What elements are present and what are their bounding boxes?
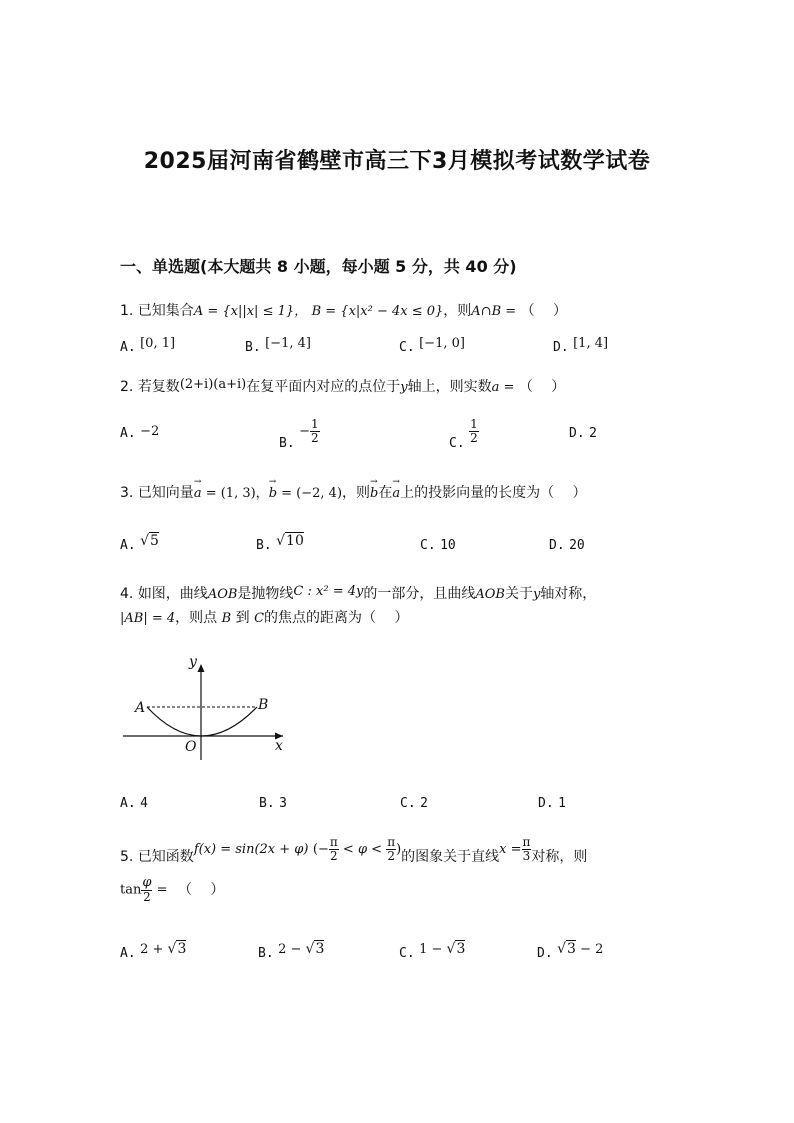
numerator: π <box>522 835 531 849</box>
option-value: 20 <box>569 538 585 553</box>
option-value: [−1, 0] <box>419 336 465 351</box>
parabola-figure <box>115 650 295 765</box>
answer-paren: （ ） <box>518 379 566 395</box>
question-text: 若复数 <box>137 379 180 395</box>
question-text: ，则 <box>443 303 472 319</box>
fraction <box>522 836 532 862</box>
label-b: B <box>258 697 269 713</box>
sqrt-expr: √3 <box>305 941 325 957</box>
question-text: ，则 <box>342 485 371 501</box>
q3-option-a[interactable] <box>120 533 159 553</box>
question-text: 已知函数 <box>137 849 194 866</box>
curve-name: AOB <box>475 587 505 602</box>
condition-mid: < φ < <box>338 842 387 858</box>
vector-b: → b <box>269 486 277 501</box>
option-label: B. <box>259 796 275 811</box>
condition-open: (− <box>312 842 329 858</box>
denominator: 2 <box>387 848 395 863</box>
q4-option-d[interactable] <box>538 795 566 811</box>
set-a: A = {x||x| ≤ 1}， <box>193 304 308 319</box>
fraction <box>329 836 339 862</box>
q1-option-c[interactable] <box>399 336 465 355</box>
ab-length: |AB| = 4 <box>120 611 176 626</box>
function-expr: f(x) = sin(2x + φ) <box>193 842 309 858</box>
question-text: 对称，则 <box>531 849 588 866</box>
option-label: C. <box>449 436 465 452</box>
set-b: B = {x|x² − 4x ≤ 0} <box>311 304 444 319</box>
fraction <box>386 836 396 862</box>
option-sign: − <box>299 424 311 440</box>
label-a: A <box>135 700 146 716</box>
question-text: 已知集合 <box>137 303 194 319</box>
option-label: D. <box>537 946 553 961</box>
denominator: 2 <box>311 430 319 445</box>
vector-b-value: = (−2, 4) <box>277 486 343 501</box>
option-label: D. <box>569 426 585 441</box>
sqrt-expr: √5 <box>140 533 159 549</box>
complex-expr: (2+i)(a+i) <box>179 377 247 392</box>
question-4-line-2 <box>120 607 408 627</box>
question-text: 在复平面内对应的点位于 <box>246 379 401 395</box>
q4-option-b[interactable] <box>259 795 287 811</box>
numerator: π <box>329 835 338 849</box>
question-text: 关于 <box>504 586 533 602</box>
option-prefix: 2 + <box>140 942 168 957</box>
option-label: B. <box>279 436 295 452</box>
page-title: 2025届河南省鹤壁市高三下3月模拟考试数学试卷 <box>143 149 651 174</box>
vector-b: → b <box>370 486 378 501</box>
question-number: 3. <box>120 485 134 501</box>
question-text: 到 <box>235 610 250 626</box>
section-heading: 一、单选题(本大题共 8 小题，每小题 5 分，共 40 分) <box>120 257 517 276</box>
option-label: A. <box>120 340 136 355</box>
q1-option-b[interactable] <box>245 336 311 355</box>
sqrt-expr: √3 <box>446 941 466 957</box>
question-5-line-2 <box>120 876 224 903</box>
question-text: 的图象关于直线 <box>401 849 500 866</box>
numerator: 1 <box>311 417 319 431</box>
option-label: D. <box>538 796 554 811</box>
question-5-line-1 <box>120 835 588 866</box>
sqrt-expr: √3 <box>167 941 187 957</box>
option-prefix: 2 − <box>278 942 306 957</box>
intersection-expr: A∩B = <box>471 304 517 319</box>
option-value: −2 <box>140 424 160 439</box>
question-text: 上的投影向量的长度为（ ） <box>400 485 587 501</box>
radicand: 3 <box>567 941 576 957</box>
curve-c: C <box>254 611 265 626</box>
fraction <box>141 876 152 903</box>
label-origin: O <box>185 739 197 755</box>
q5-option-a[interactable] <box>120 941 187 961</box>
question-1 <box>120 300 567 320</box>
radicand: 10 <box>286 533 304 549</box>
q5-option-b[interactable] <box>258 941 325 961</box>
q2-option-c[interactable] <box>449 417 479 452</box>
numerator: π <box>387 835 396 849</box>
q4-option-c[interactable] <box>400 795 428 811</box>
option-value: [0, 1] <box>140 336 176 351</box>
option-label: B. <box>256 538 272 553</box>
radicand: 3 <box>177 941 187 957</box>
radicand: 3 <box>315 941 325 957</box>
answer-paren: （ ） <box>177 881 225 898</box>
q4-option-a[interactable] <box>120 795 148 811</box>
question-text: 的焦点的距离为（ ） <box>264 610 409 626</box>
option-label: C. <box>399 946 415 961</box>
point-b: B <box>221 611 232 626</box>
question-number: 2. <box>120 379 134 395</box>
option-label: A. <box>120 426 136 441</box>
condition-close: ) <box>396 842 402 858</box>
vector-a-value: = (1, 3)， <box>201 486 269 501</box>
y-axis-arrow-icon <box>198 664 205 672</box>
real-var: a = <box>491 380 515 395</box>
option-label: C. <box>399 340 415 355</box>
option-label: B. <box>258 946 274 961</box>
fraction <box>310 418 320 444</box>
fraction <box>469 418 479 444</box>
question-text: 轴对称， <box>540 586 597 602</box>
question-text: 已知向量 <box>137 485 194 501</box>
question-number: 4. <box>120 586 134 602</box>
question-4-line-1 <box>120 583 596 603</box>
label-x: x <box>275 738 283 754</box>
question-text: 在 <box>378 485 393 501</box>
question-text: 的一部分，且曲线 <box>363 586 476 602</box>
equals: = <box>152 882 168 898</box>
option-value: 4 <box>140 796 148 811</box>
option-value: [−1, 4] <box>265 336 311 351</box>
option-label: A. <box>120 946 136 961</box>
numerator: 1 <box>470 417 478 431</box>
sqrt-expr: √3 <box>557 941 576 957</box>
question-text: 是抛物线 <box>237 586 294 602</box>
question-3 <box>120 482 587 502</box>
q5-option-c[interactable] <box>399 941 466 961</box>
option-prefix: 1 − <box>419 942 447 957</box>
question-text: 轴上，则实数 <box>407 379 492 395</box>
q3-option-b[interactable] <box>256 533 304 553</box>
q3-option-c[interactable] <box>420 537 456 553</box>
question-text: ，则点 <box>175 610 218 626</box>
option-value: 10 <box>440 538 456 553</box>
option-value: 1 <box>558 796 566 811</box>
label-y: y <box>189 654 197 670</box>
denominator: 2 <box>330 848 338 863</box>
line-eq: x = <box>499 842 522 858</box>
q2-option-b[interactable] <box>279 417 320 452</box>
numerator: φ <box>142 875 152 890</box>
sqrt-expr: √10 <box>276 533 304 549</box>
axis-var: y <box>532 587 541 602</box>
q3-option-d[interactable] <box>549 537 585 553</box>
option-value: 2 <box>420 796 428 811</box>
q1-option-d[interactable] <box>553 336 609 355</box>
denominator: 2 <box>143 889 151 904</box>
option-label: C. <box>400 796 416 811</box>
parabola-eq: C : x² = 4y <box>293 584 364 599</box>
option-value: 3 <box>279 796 287 811</box>
curve-name: AOB <box>207 587 238 602</box>
denominator: 2 <box>470 430 478 445</box>
option-label: C. <box>420 538 436 553</box>
tan-fn: tan <box>120 882 142 898</box>
question-text: 如图，曲线 <box>137 586 208 602</box>
option-label: B. <box>245 340 261 355</box>
option-label: D. <box>549 538 565 553</box>
answer-paren: （ ） <box>520 303 568 319</box>
question-number: 1. <box>120 303 134 319</box>
question-2 <box>120 376 565 396</box>
q5-option-d[interactable] <box>537 941 604 961</box>
denominator: 3 <box>522 848 531 863</box>
parabola-curve <box>147 707 257 736</box>
q2-option-d[interactable] <box>569 425 597 441</box>
option-suffix: − 2 <box>575 942 604 957</box>
q2-option-a[interactable] <box>120 425 159 441</box>
option-label: A. <box>120 538 136 553</box>
vector-a: → a <box>392 486 400 501</box>
option-label: D. <box>553 340 569 355</box>
q1-option-a[interactable] <box>120 336 176 355</box>
option-value: 2 <box>589 426 597 441</box>
question-number: 5. <box>120 849 134 866</box>
vector-a: → a <box>194 486 202 501</box>
option-value: [1, 4] <box>573 336 609 351</box>
radicand: 3 <box>456 941 466 957</box>
option-label: A. <box>120 796 136 811</box>
axis-var: y <box>400 380 408 395</box>
radicand: 5 <box>150 533 159 549</box>
